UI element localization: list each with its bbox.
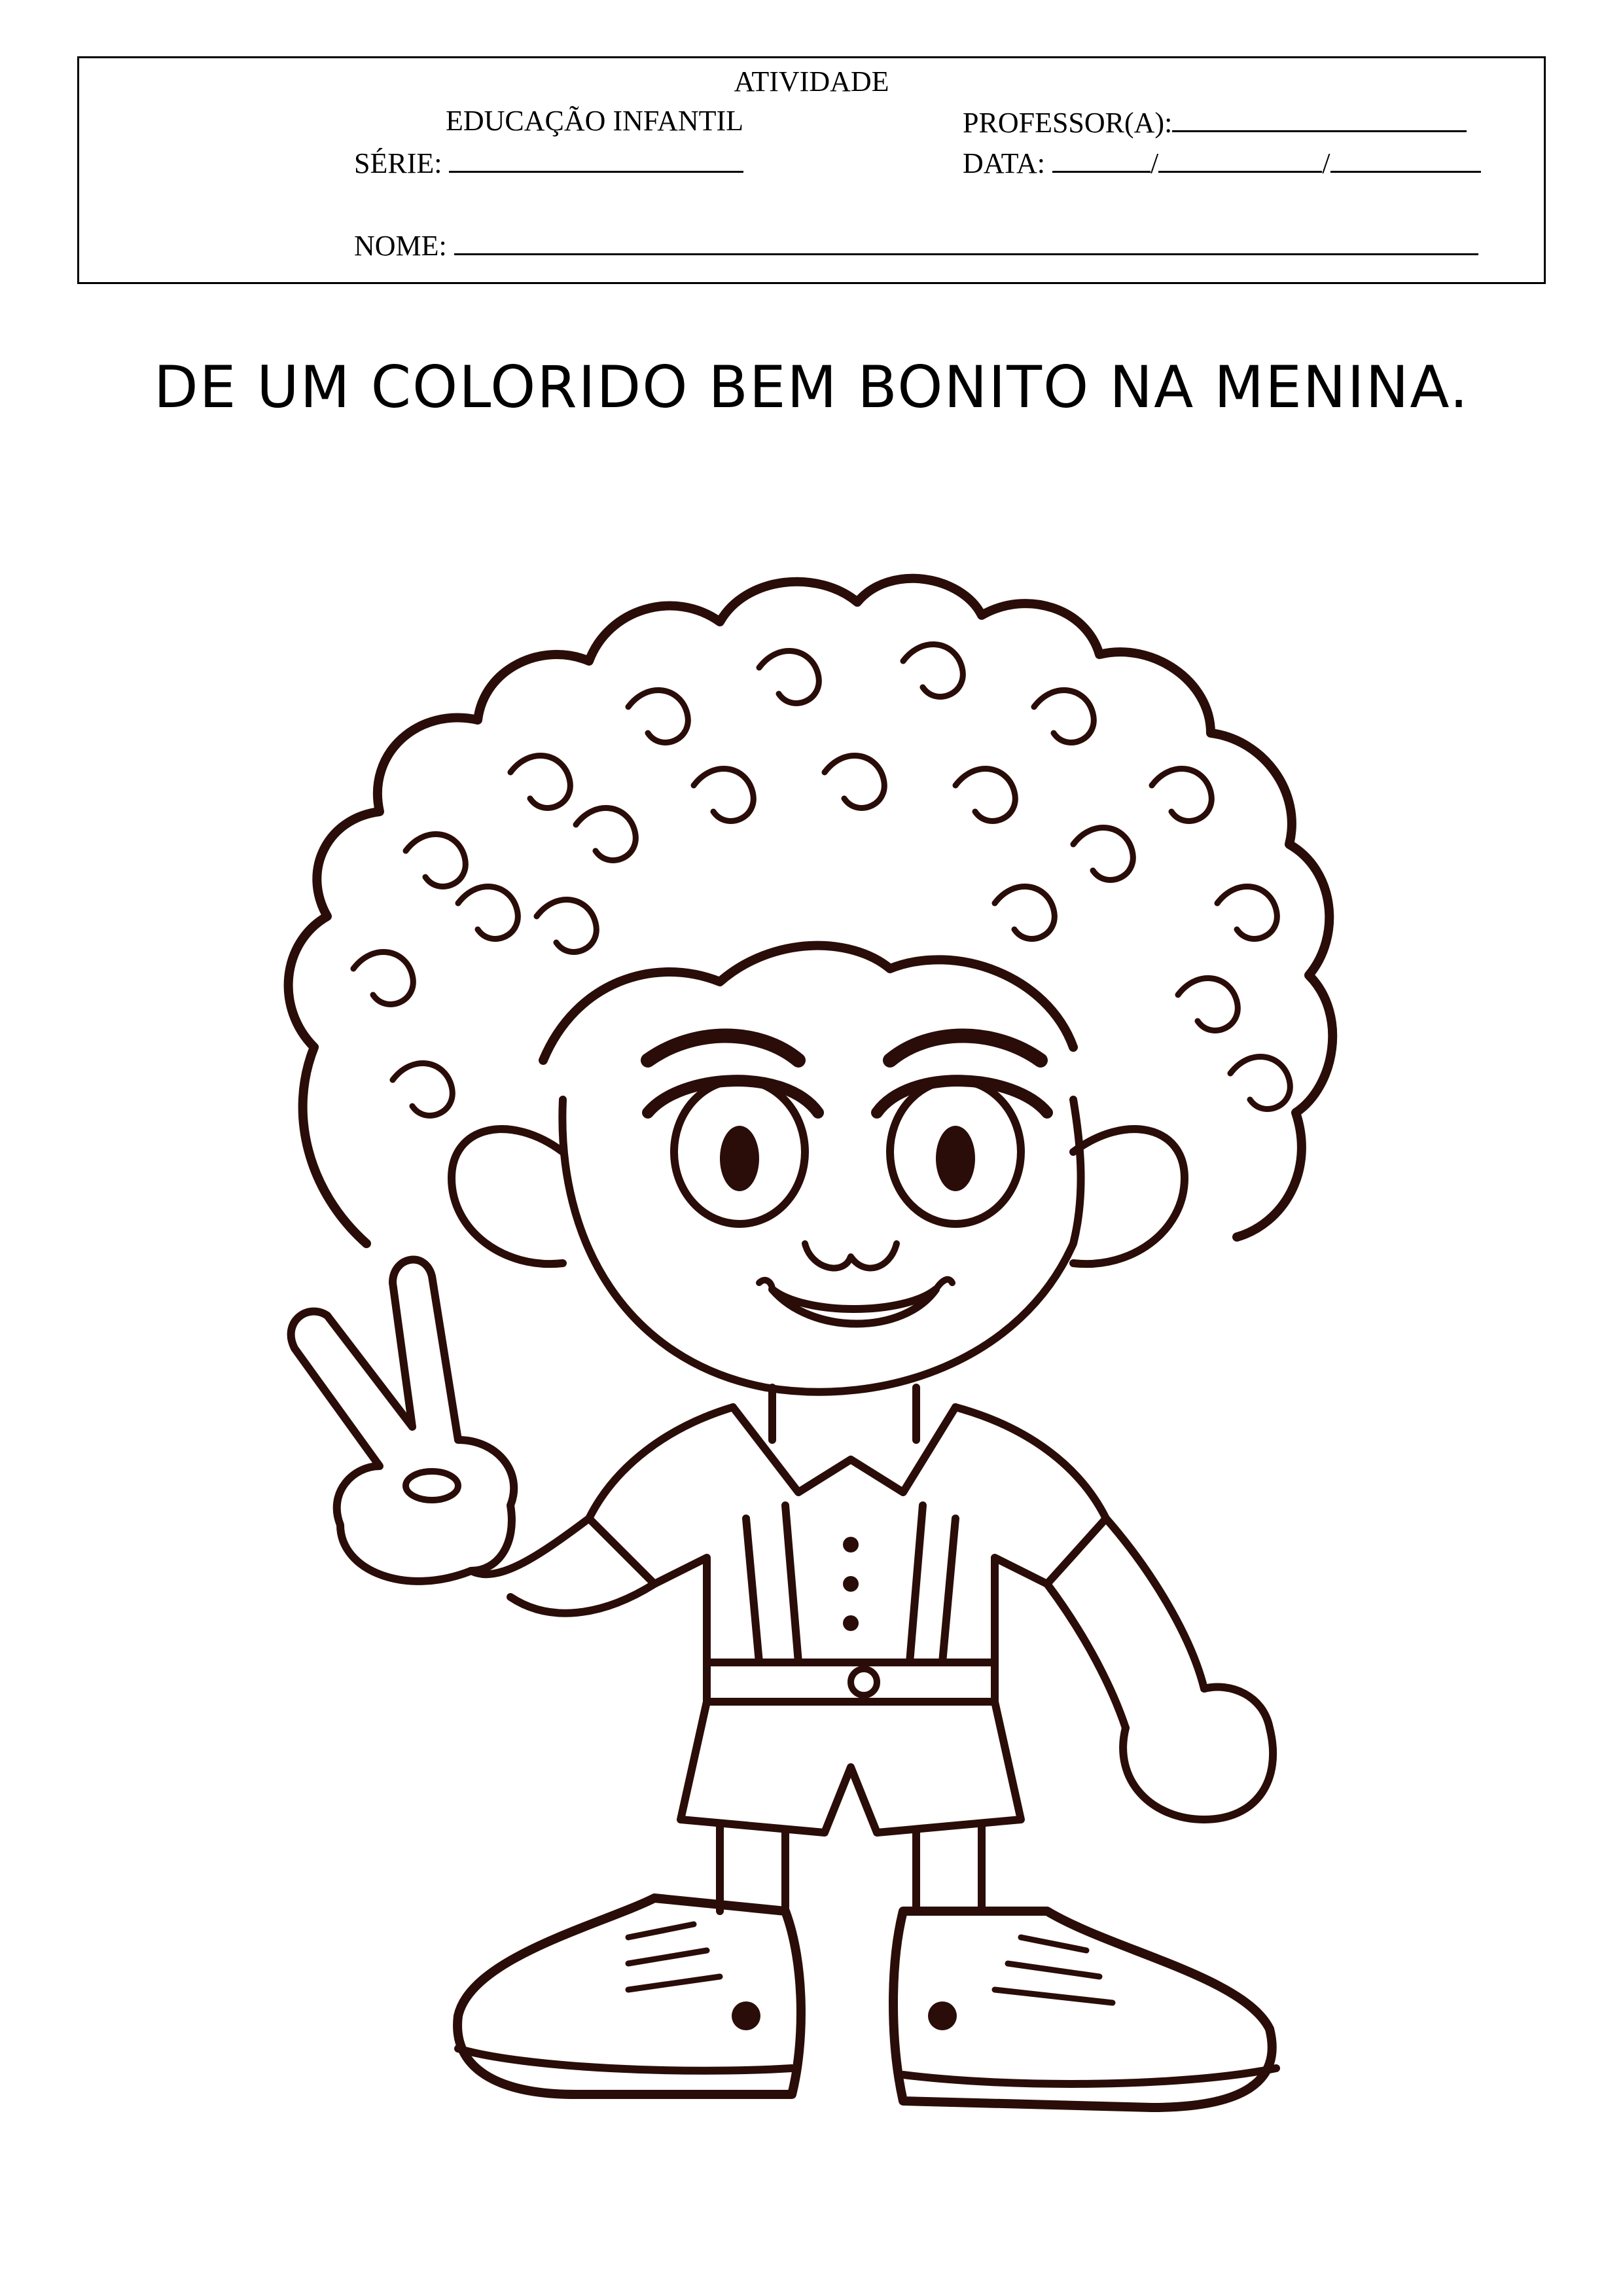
right-ear <box>1073 1129 1185 1264</box>
activity-title: ATIVIDADE <box>734 65 889 98</box>
left-arm <box>471 1518 654 1613</box>
right-shoe-sole <box>903 2068 1276 2084</box>
right-eyebrow <box>890 1036 1041 1061</box>
hand-thumb <box>406 1471 458 1500</box>
left-shoe-laces <box>628 1924 720 1990</box>
belt-buckle <box>851 1669 877 1695</box>
neck <box>772 1388 916 1440</box>
left-shoe <box>457 1898 801 2094</box>
left-eye <box>648 1080 818 1224</box>
left-suspender <box>746 1505 798 1662</box>
left-leg <box>720 1826 785 1911</box>
face-outline <box>562 1100 1080 1392</box>
shoe-dot <box>732 2001 760 2030</box>
date-separator: / <box>1150 147 1159 179</box>
name-label: NOME: <box>354 230 447 262</box>
shorts <box>681 1702 1021 1833</box>
teacher-label: PROFESSOR(A): <box>963 107 1173 139</box>
instruction-text: DE UM COLORIDO BEM BONITO NA MENINA. <box>153 353 1470 421</box>
shirt-button <box>843 1537 859 1552</box>
shirt-button <box>843 1615 859 1631</box>
shoe-dot <box>928 2001 957 2030</box>
left-ear <box>452 1129 563 1264</box>
fist <box>1123 1687 1273 1820</box>
peace-hand <box>291 1260 514 1581</box>
left-eyebrow <box>648 1036 798 1061</box>
date-label: DATA: <box>963 147 1046 179</box>
right-shoe-laces <box>995 1937 1113 2003</box>
right-eye <box>877 1080 1047 1224</box>
grade-label: SÉRIE: <box>354 147 442 179</box>
shirt-button <box>843 1576 859 1592</box>
smile-line <box>759 1280 952 1289</box>
right-suspender <box>910 1505 955 1662</box>
date-separator: / <box>1322 147 1330 179</box>
left-shoe-sole <box>458 2049 792 2071</box>
shirt-collar <box>733 1407 955 1492</box>
nose <box>805 1244 897 1268</box>
right-arm <box>1047 1518 1204 1728</box>
mouth <box>772 1289 936 1324</box>
education-level: EDUCAÇÃO INFANTIL <box>446 105 744 137</box>
hair-curls <box>353 645 1290 1116</box>
right-leg <box>916 1826 982 1911</box>
